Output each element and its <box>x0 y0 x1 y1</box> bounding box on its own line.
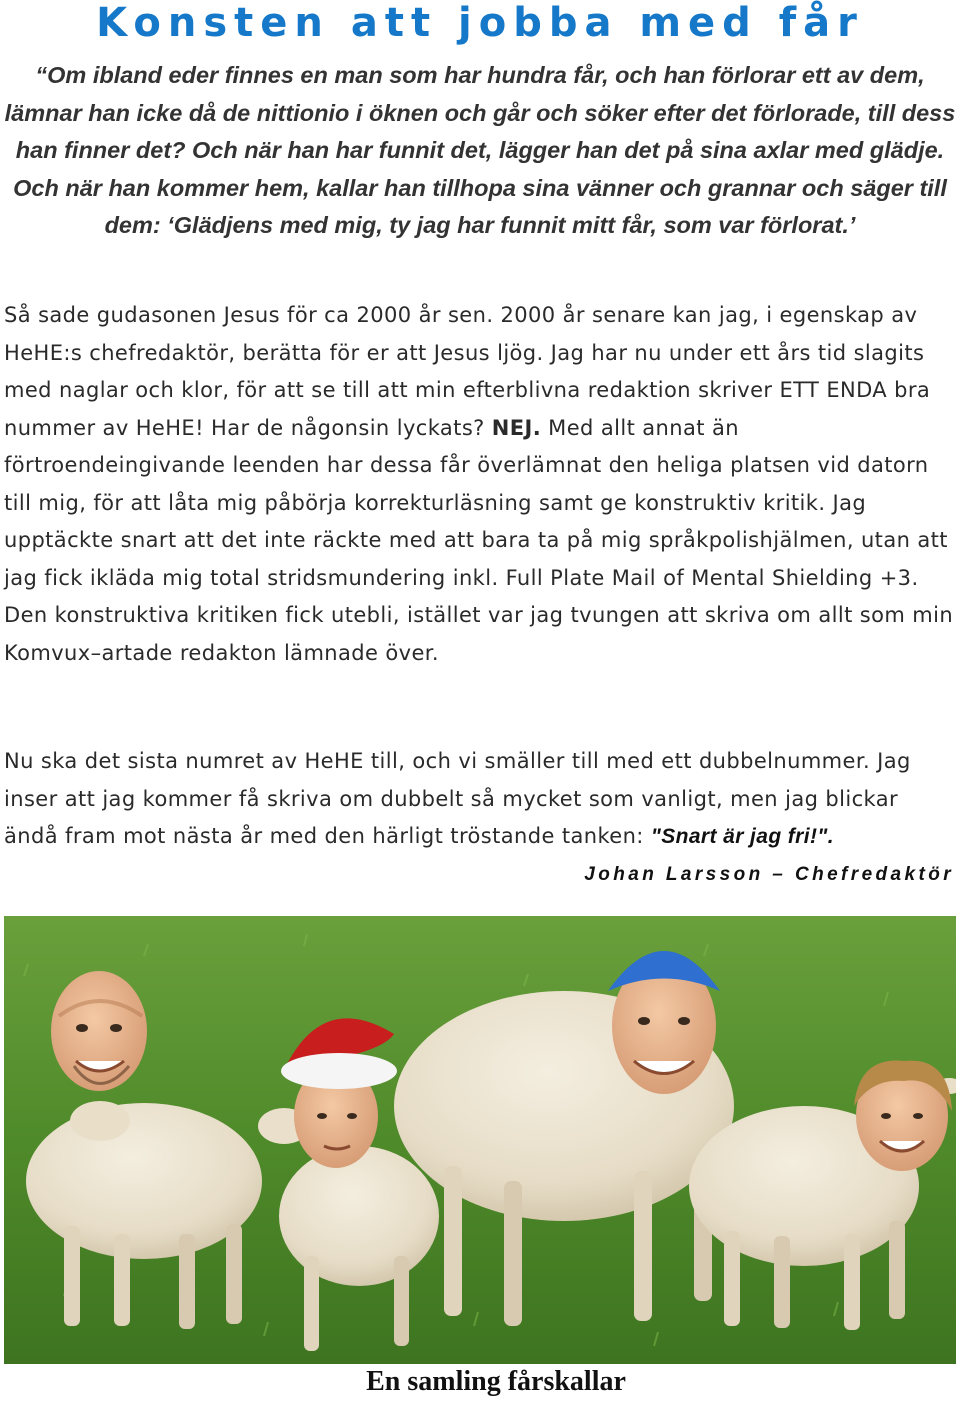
face-bald-man <box>51 971 147 1091</box>
page-title: Konsten att jobba med får <box>96 0 864 46</box>
snart-quote: "Snart är jag fri!". <box>650 825 834 848</box>
bible-quote: “Om ibland eder finnes en man som har hundra får, och han förlorar ett av dem, lämnar han icke då de nittionio i öknen och går och söker efter det förlorade, till dess han finner det? Och när han har funnit det, lägger han det på sina axlar med glädje. Och när han kommer hem, kallar han tillhopa sina vänner och grannar och säger till dem: ‘Glädjens med mig, ty jag har funnit mitt får, som var förlorat.’ <box>4 62 956 238</box>
paragraph-1-rest: Med allt annat än förtroendeingivande leenden har dessa får överlämnat den heliga platsen vid datorn till mig, för att låta mig påbörja korrekturläsning samt ge konstruktiv kritik. Jag upptäckte snart att det inte räckte med att bara ta på mig språkpolishjälmen, utan att jag fick ikläda mig total stridsmundering inkl. Full Plate Mail of Mental Shielding +3. Den konstruktiva kritiken fick utebli, istället var jag tvungen att skriva om allt som min Komvux–artade redakton lämnade över. <box>4 415 954 665</box>
paragraph-2-text: Nu ska det sista numret av HeHE till, och vi smäller till med ett dubbelnummer. Jag inser att jag kommer få skriva om dubbelt så mycket som vanligt, men jag blickar ändå fram mot nästa år med den härligt tröstande tanken: <box>4 749 911 848</box>
author-signature: Johan Larsson – Chefredaktör <box>584 864 954 885</box>
paragraph-1-intro: Så sade gudasonen Jesus för ca 2000 år sen. 2000 år senare kan jag, i egenskap av HeHE:s chefredaktör, berätta för er att Jesus ljög. Jag har nu under ett års tid slagits med naglar och klor, för att se till att min efterblivna redaktion skriver ETT ENDA bra nummer av HeHE! Har de någonsin lyckats? <box>4 303 931 440</box>
paragraph-1 <box>4 297 956 672</box>
nej-emphasis: NEJ. <box>491 415 542 440</box>
paragraph-2 <box>4 743 956 856</box>
photo-caption: En samling fårskallar <box>366 1366 626 1397</box>
sheep-photo <box>4 916 956 1364</box>
